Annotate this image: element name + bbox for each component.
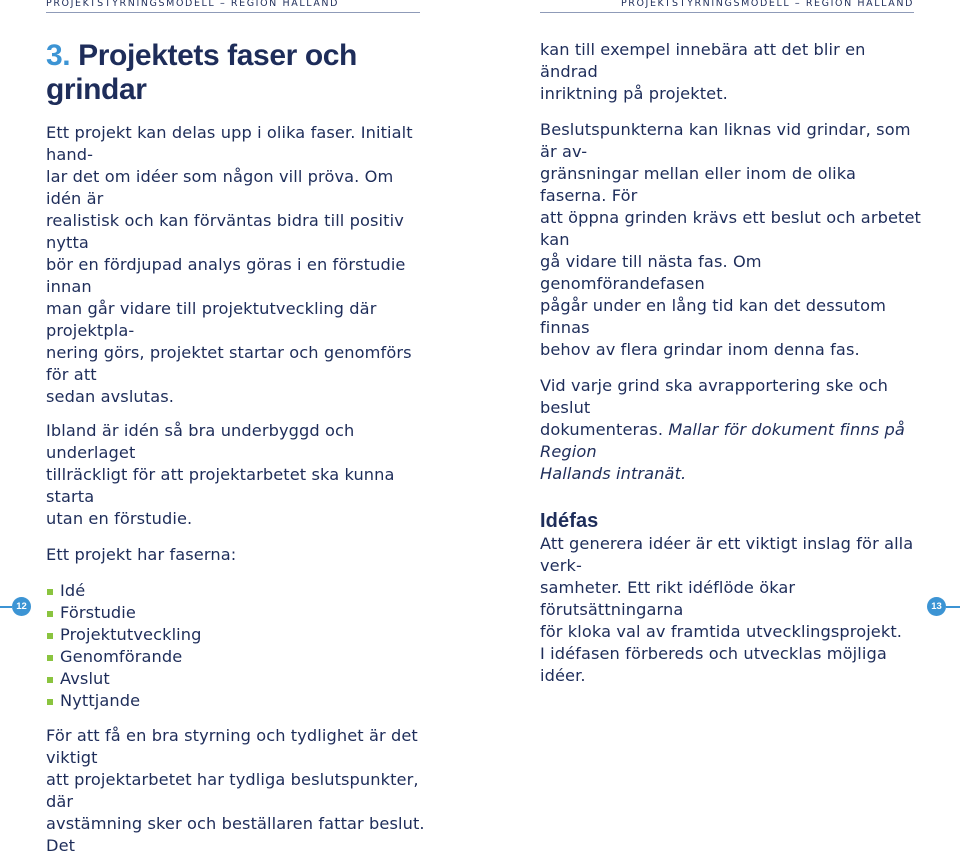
bullet-square-icon xyxy=(47,633,53,639)
text-line: realistisk och kan förväntas bidra till positiv nytta xyxy=(46,211,404,252)
intro-paragraph xyxy=(46,122,426,408)
list-item xyxy=(46,602,426,624)
page-number-left: 12 xyxy=(12,597,31,616)
paragraph-without-prestudy xyxy=(46,420,426,530)
bullet-square-icon xyxy=(47,655,53,661)
phases-intro: Ett projekt har faserna: xyxy=(46,545,237,564)
paragraph-continuation xyxy=(540,39,925,105)
text-line: sedan avslutas. xyxy=(46,387,175,406)
text-line: Vid varje grind ska avrapportering ske och beslut xyxy=(540,376,889,417)
text-line: tillräckligt för att projektarbetet ska kunna starta xyxy=(46,465,395,506)
text-line: dokumenteras. xyxy=(540,420,669,439)
phase-label: Förstudie xyxy=(60,603,136,622)
page-number-right: 13 xyxy=(927,597,946,616)
text-line: Att generera idéer är ett viktigt inslag för alla verk- xyxy=(540,534,914,575)
list-item xyxy=(46,690,426,712)
template-note: Hallands intranät. xyxy=(540,464,687,483)
phase-label: Idé xyxy=(60,581,86,600)
bullet-square-icon xyxy=(47,699,53,705)
header-rule-right xyxy=(540,12,914,13)
footer-line-left xyxy=(0,606,12,608)
text-line: pågår under en lång tid kan det dessutom finnas xyxy=(540,296,886,337)
text-line: För att få en bra styrning och tydlighet är det viktigt xyxy=(46,726,418,767)
paragraph-gates xyxy=(540,119,925,361)
running-header-left: PROJEKTSTYRNINGSMODELL – REGION HALLAND xyxy=(46,0,340,9)
template-note: Mallar för dokument finns på Region xyxy=(540,420,905,461)
footer-line-right xyxy=(946,606,960,608)
phase-label: Nyttjande xyxy=(60,691,141,710)
text-line: inriktning på projektet. xyxy=(540,84,728,103)
bullet-square-icon xyxy=(47,589,53,595)
text-line: man går vidare till projektutveckling där projektpla- xyxy=(46,299,377,340)
list-item xyxy=(46,668,426,690)
section-heading: Idéfas xyxy=(540,510,599,532)
text-line: att projektarbetet har tydliga beslutspunkter, där xyxy=(46,770,419,811)
text-line: för kloka val av framtida utvecklingsprojekt. xyxy=(540,622,903,641)
text-line: att öppna grinden krävs ett beslut och arbetet kan xyxy=(540,208,921,249)
text-line: Ett projekt kan delas upp i olika faser. Initialt hand- xyxy=(46,123,413,164)
text-line: samheter. Ett rikt idéflöde ökar förutsättningarna xyxy=(540,578,796,619)
text-line: Beslutspunkterna kan liknas vid grindar, som är av- xyxy=(540,120,911,161)
phase-label: Avslut xyxy=(60,669,110,688)
text-line: I idéfasen förbereds och utvecklas möjliga idéer. xyxy=(540,644,887,685)
paragraph-ideaphase xyxy=(540,533,925,687)
text-line: nering görs, projektet startar och genomförs för att xyxy=(46,343,412,384)
phase-label: Projektutveckling xyxy=(60,625,202,644)
page-title xyxy=(46,39,426,107)
bullet-square-icon xyxy=(47,677,53,683)
list-item xyxy=(46,580,426,602)
header-rule-left xyxy=(46,12,420,13)
bullet-square-icon xyxy=(47,611,53,617)
text-line: avstämning sker och beställaren fattar beslut. Det xyxy=(46,814,425,855)
title-text: Projektets faser och grindar xyxy=(46,39,357,106)
right-column xyxy=(540,39,925,687)
list-item xyxy=(46,646,426,668)
paragraph-decision-points xyxy=(46,725,426,857)
text-line: kan till exempel innebära att det blir en ändrad xyxy=(540,40,866,81)
text-line: utan en förstudie. xyxy=(46,509,193,528)
running-header-right: PROJEKTSTYRNINGSMODELL – REGION HALLAND xyxy=(620,0,914,9)
text-line: gå vidare till nästa fas. Om genomförandefasen xyxy=(540,252,762,293)
text-line: gränsningar mellan eller inom de olika faserna. För xyxy=(540,164,856,205)
left-column xyxy=(46,39,426,857)
text-line: Ibland är idén så bra underbyggd och underlaget xyxy=(46,421,355,462)
title-number: 3. xyxy=(46,39,71,72)
phase-list xyxy=(46,580,426,712)
text-line: behov av flera grindar inom denna fas. xyxy=(540,340,860,359)
phase-label: Genomförande xyxy=(60,647,183,666)
text-line: bör en fördjupad analys göras i en förstudie innan xyxy=(46,255,406,296)
paragraph-reporting xyxy=(540,375,925,485)
text-line: lar det om idéer som någon vill pröva. Om idén är xyxy=(46,167,394,208)
